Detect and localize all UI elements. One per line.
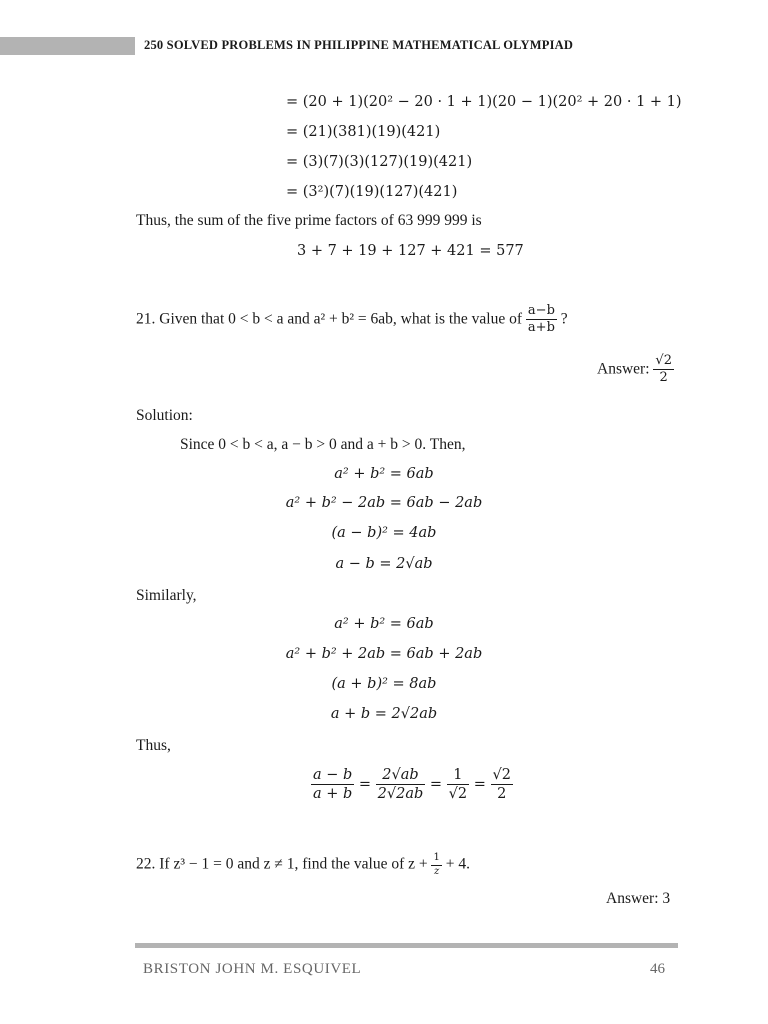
fraction-denominator: 2√2ab: [377, 786, 424, 803]
problem-21-answer: [597, 353, 674, 387]
one-over-z-fraction: [431, 852, 441, 878]
problem-22-answer: Answer: 3: [606, 890, 671, 907]
fraction-root2-over-2: [491, 766, 513, 803]
fraction-2rootab-over-2root2ab: [376, 766, 426, 803]
equation-3: (a − b)² = 4ab: [331, 525, 437, 541]
answer-label: Answer:: [597, 360, 650, 378]
equation-1: a² + b² = 6ab: [334, 466, 434, 482]
problem-21-text: 21. Given that 0 < b < a and a² + b² = 6ab, what is the value of: [136, 310, 523, 328]
question-fraction: [526, 303, 557, 337]
fraction-numerator: a − b: [311, 766, 354, 785]
final-fraction-chain: $\frac{a - b}{a + b}$ = $\frac{2√ab}{2√2ab}$ = $\frac{1}{√2}$ = $\frac{√2}{2}$: [313, 767, 511, 803]
fraction-numerator: 2√ab: [376, 766, 426, 785]
equation-6: a² + b² + 2ab = 6ab + 2ab: [285, 646, 483, 662]
solution-since-text: Since 0 < b < a, a − b > 0 and a + b > 0. Then,: [180, 436, 466, 453]
question-mark: ?: [560, 310, 568, 328]
fraction-a-minus-b-over-a-plus-b: [311, 766, 354, 803]
fraction-numerator: 1: [431, 852, 441, 866]
factor-step-3: = (3)(7)(3)(127)(19)(421): [286, 154, 473, 170]
page-header-title: 250 SOLVED PROBLEMS IN PHILIPPINE MATHEMATICAL OLYMPIAD: [144, 38, 574, 52]
footer-author: BRISTON JOHN M. ESQUIVEL: [143, 961, 362, 977]
equation-2: a² + b² − 2ab = 6ab − 2ab: [285, 495, 483, 511]
equation-5: a² + b² = 6ab: [334, 616, 434, 632]
fraction-denominator: z: [434, 865, 440, 877]
problem-22-suffix: + 4.: [445, 855, 470, 873]
problem-22-question: [136, 852, 470, 878]
factor-step-1: = (20 + 1)(20² − 20 · 1 + 1)(20 − 1)(20² + 20 · 1 + 1): [286, 94, 682, 110]
equation-4: a − b = 2√ab: [335, 556, 433, 572]
answer-fraction: [653, 353, 674, 387]
equation-7: (a + b)² = 8ab: [331, 676, 437, 692]
similarly-label: Similarly,: [136, 587, 197, 604]
equation-8: a + b = 2√2ab: [330, 706, 438, 722]
fraction-numerator: √2: [653, 353, 674, 370]
solution-label: Solution:: [136, 407, 193, 424]
problem-21-question: [136, 303, 568, 337]
fraction-numerator: a−b: [526, 303, 557, 320]
fraction-1-over-root2: [447, 766, 469, 803]
fraction-numerator: √2: [491, 766, 513, 785]
fraction-numerator: 1: [447, 766, 469, 785]
fraction-denominator: √2: [448, 786, 468, 803]
fraction-denominator: a+b: [527, 320, 555, 336]
footer-rule: [135, 943, 678, 948]
problem-22-text: 22. If z³ − 1 = 0 and z ≠ 1, find the value of z +: [136, 855, 428, 873]
prime-sum-equation: 3 + 7 + 19 + 127 + 421 = 577: [297, 243, 524, 259]
header-bar: [0, 37, 135, 55]
factor-step-2: = (21)(381)(19)(421): [286, 124, 441, 140]
thus-label: Thus,: [136, 737, 171, 754]
fraction-denominator: a + b: [313, 786, 353, 803]
factor-step-4: = (3²)(7)(19)(127)(421): [286, 184, 458, 200]
page-number: 46: [650, 961, 665, 977]
sum-conclusion-text: Thus, the sum of the five prime factors of 63 999 999 is: [136, 212, 482, 229]
fraction-denominator: 2: [659, 370, 668, 386]
fraction-denominator: 2: [497, 786, 507, 803]
